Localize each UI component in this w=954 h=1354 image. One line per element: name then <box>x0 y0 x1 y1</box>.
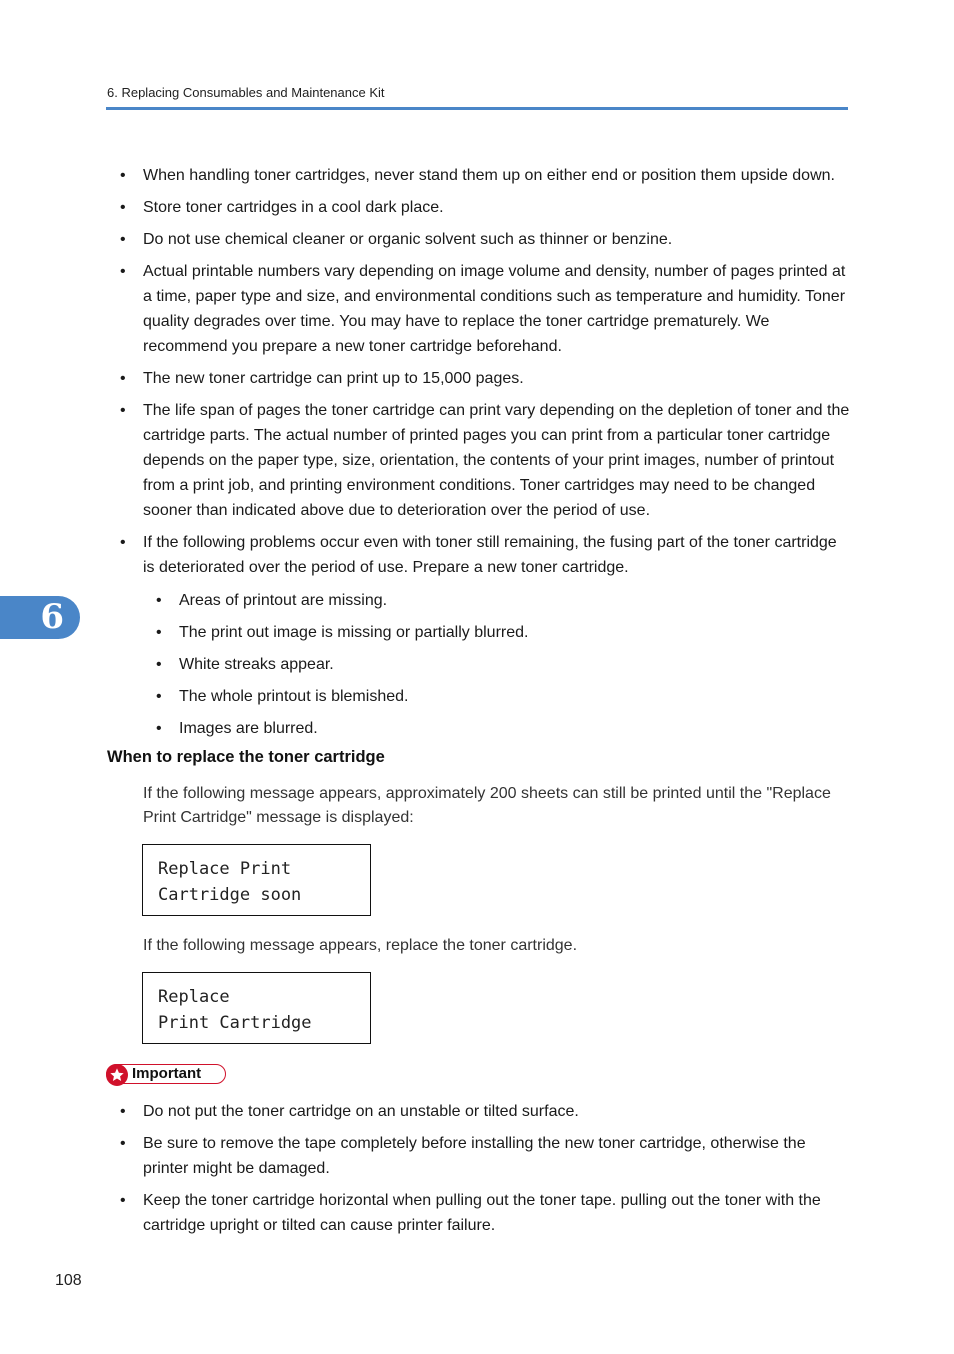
important-callout <box>106 1064 226 1084</box>
list-item: • White streaks appear. <box>156 656 334 673</box>
list-item: • The whole printout is blemished. <box>156 688 409 705</box>
list-item: • Images are blurred. <box>156 720 318 737</box>
important-label: Important <box>132 1065 202 1082</box>
list-item: • Be sure to remove the tape completely before installing the new toner cartridge, otherwise the printer might be damaged. <box>120 1135 806 1177</box>
lcd-message-replace <box>142 972 371 1044</box>
toner-notes-list <box>120 163 850 580</box>
lcd-message-replace-soon <box>142 844 371 916</box>
running-head: 6. Replacing Consumables and Maintenance Kit <box>107 85 385 100</box>
chapter-tab[interactable]: 6 <box>0 596 80 639</box>
paragraph: If the following message appears, approximately 200 sheets can still be printed until the "Replace Print Cartridge" message is displayed: <box>143 785 831 826</box>
important-list <box>120 1099 850 1238</box>
star-icon <box>106 1064 128 1086</box>
list-item: • Do not put the toner cartridge on an unstable or tilted surface. <box>120 1103 579 1120</box>
section-heading: When to replace the toner cartridge <box>107 748 385 766</box>
list-item: • When handling toner cartridges, never stand them up on either end or position them upside down. <box>120 167 835 184</box>
header-rule <box>106 107 848 110</box>
list-item: • Keep the toner cartridge horizontal when pulling out the toner tape. pulling out the toner with the cartridge upright or tilted can cause printer failure. <box>120 1192 821 1234</box>
list-item: • If the following problems occur even with toner still remaining, the fusing part of the toner cartridge is deteriorated over the period of use. Prepare a new toner cartridge. <box>120 534 837 576</box>
list-item: • The print out image is missing or partially blurred. <box>156 624 529 641</box>
list-item: • Areas of printout are missing. <box>156 592 388 609</box>
page-number: 108 <box>55 1272 82 1289</box>
lcd-line: Replace <box>158 987 230 1007</box>
paragraph: If the following message appears, replace the toner cartridge. <box>143 937 578 954</box>
list-item: • The life span of pages the toner cartridge can print vary depending on the depletion of toner and the cartridge parts. The actual number of printed pages you can print from a particular toner cartridge depends on the paper type, size, orientation, the contents of your print images, number of printout from a print job, and printing environment conditions. Toner cartridges may need to be changed sooner than indicated above due to deterioration over the period of use. <box>120 402 850 519</box>
lcd-line: Print Cartridge <box>158 1013 312 1033</box>
list-item: • Actual printable numbers vary depending on image volume and density, number of pages printed at a time, paper type and size, and environmental conditions such as temperature and humidity. Toner quality degrades over time. You may have to replace the toner cartridge prematurely. We recommend you prepare a new toner cartridge beforehand. <box>120 263 846 355</box>
lcd-line: Cartridge soon <box>158 885 302 905</box>
list-item: • Store toner cartridges in a cool dark place. <box>120 199 444 216</box>
problems-list <box>156 588 850 741</box>
lcd-line: Replace Print <box>158 859 292 879</box>
list-item: • The new toner cartridge can print up to 15,000 pages. <box>120 370 524 387</box>
list-item: • Do not use chemical cleaner or organic solvent such as thinner or benzine. <box>120 231 673 248</box>
